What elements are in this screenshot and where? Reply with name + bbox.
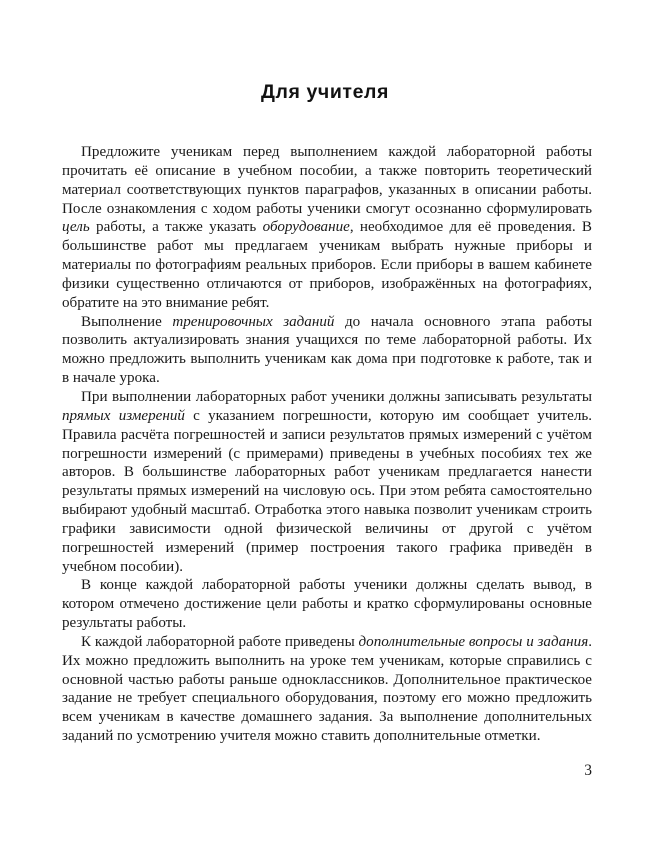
text-run: Предложите ученикам перед выполнением каждой лабораторной работы прочитать её описание в учебном пособии, а также повторить теоретический материал соответствующих пунктов параграфов, указанных в описании работы. После ознакомления с ходом работы ученики смогут осознанно сформулировать bbox=[62, 144, 592, 217]
paragraph bbox=[62, 143, 592, 313]
text-run: , необходимое для её проведения. В большинстве работ мы предлагаем ученикам выбрать нужные приборы и материалы по фотографиям реальных приборов. Если приборы в вашем кабинете физики существенно отличаются от приборов, изображённых на фотографиях, обратите на это внимание ребят. bbox=[62, 219, 592, 311]
text-run: Выполнение bbox=[81, 313, 173, 330]
paragraph bbox=[62, 313, 592, 388]
text-run: с указанием погрешности, которую им сообщает учитель. Правила расчёта погрешностей и записи результатов прямых измерений с учётом погрешности измерений (с примерами) приведены в учебных пособиях тех же авторов. В большинстве лабораторных работ ученикам предлагается нанести результаты прямых измерений на числовую ось. При этом ребята самостоятельно выбирают удобный масштаб. Отработка этого навыка позволит ученикам строить графики зависимости одной физической величины от другой с учётом погрешностей измерений (пример построения такого графика приведён в учебном пособии). bbox=[62, 407, 593, 575]
paragraph bbox=[62, 633, 592, 746]
emphasized-term: дополнительные вопросы и задания bbox=[358, 633, 589, 650]
emphasized-term: цель bbox=[62, 219, 90, 236]
emphasized-term: оборудование bbox=[262, 219, 350, 236]
paragraph bbox=[62, 388, 592, 576]
text-run: В конце каждой лабораторной работы ученики должны сделать вывод, в котором отмечено достижение цели работы и кратко сформулированы основные результаты работы. bbox=[62, 577, 592, 632]
paragraph bbox=[62, 576, 592, 633]
emphasized-term: прямых измерений bbox=[62, 407, 185, 424]
page-title: Для учителя bbox=[261, 81, 389, 104]
text-run: работы, а также указать bbox=[89, 219, 263, 236]
text-run: до начала основного этапа работы позволить актуализировать знания учащихся по теме лабораторной работы. Их можно предложить выполнить ученикам как дома при подготовке к работе, так и в начале урока. bbox=[62, 313, 593, 387]
body-text-block bbox=[62, 143, 592, 746]
emphasized-term: тренировочных заданий bbox=[172, 313, 335, 330]
text-run: . Их можно предложить выполнить на уроке тем ученикам, которые справились с основной частью работы раньше одноклассников. Дополнительное практическое задание не требует специального оборудования, поэтому его можно предложить всем ученикам в качестве домашнего задания. За выполнение дополнительных заданий по усмотрению учителя можно ставить дополнительные отметки. bbox=[62, 633, 592, 745]
text-run: К каждой лабораторной работе приведены bbox=[81, 633, 359, 650]
page-number: 3 bbox=[584, 762, 592, 779]
text-run: При выполнении лабораторных работ ученики должны записывать результаты bbox=[81, 388, 592, 405]
